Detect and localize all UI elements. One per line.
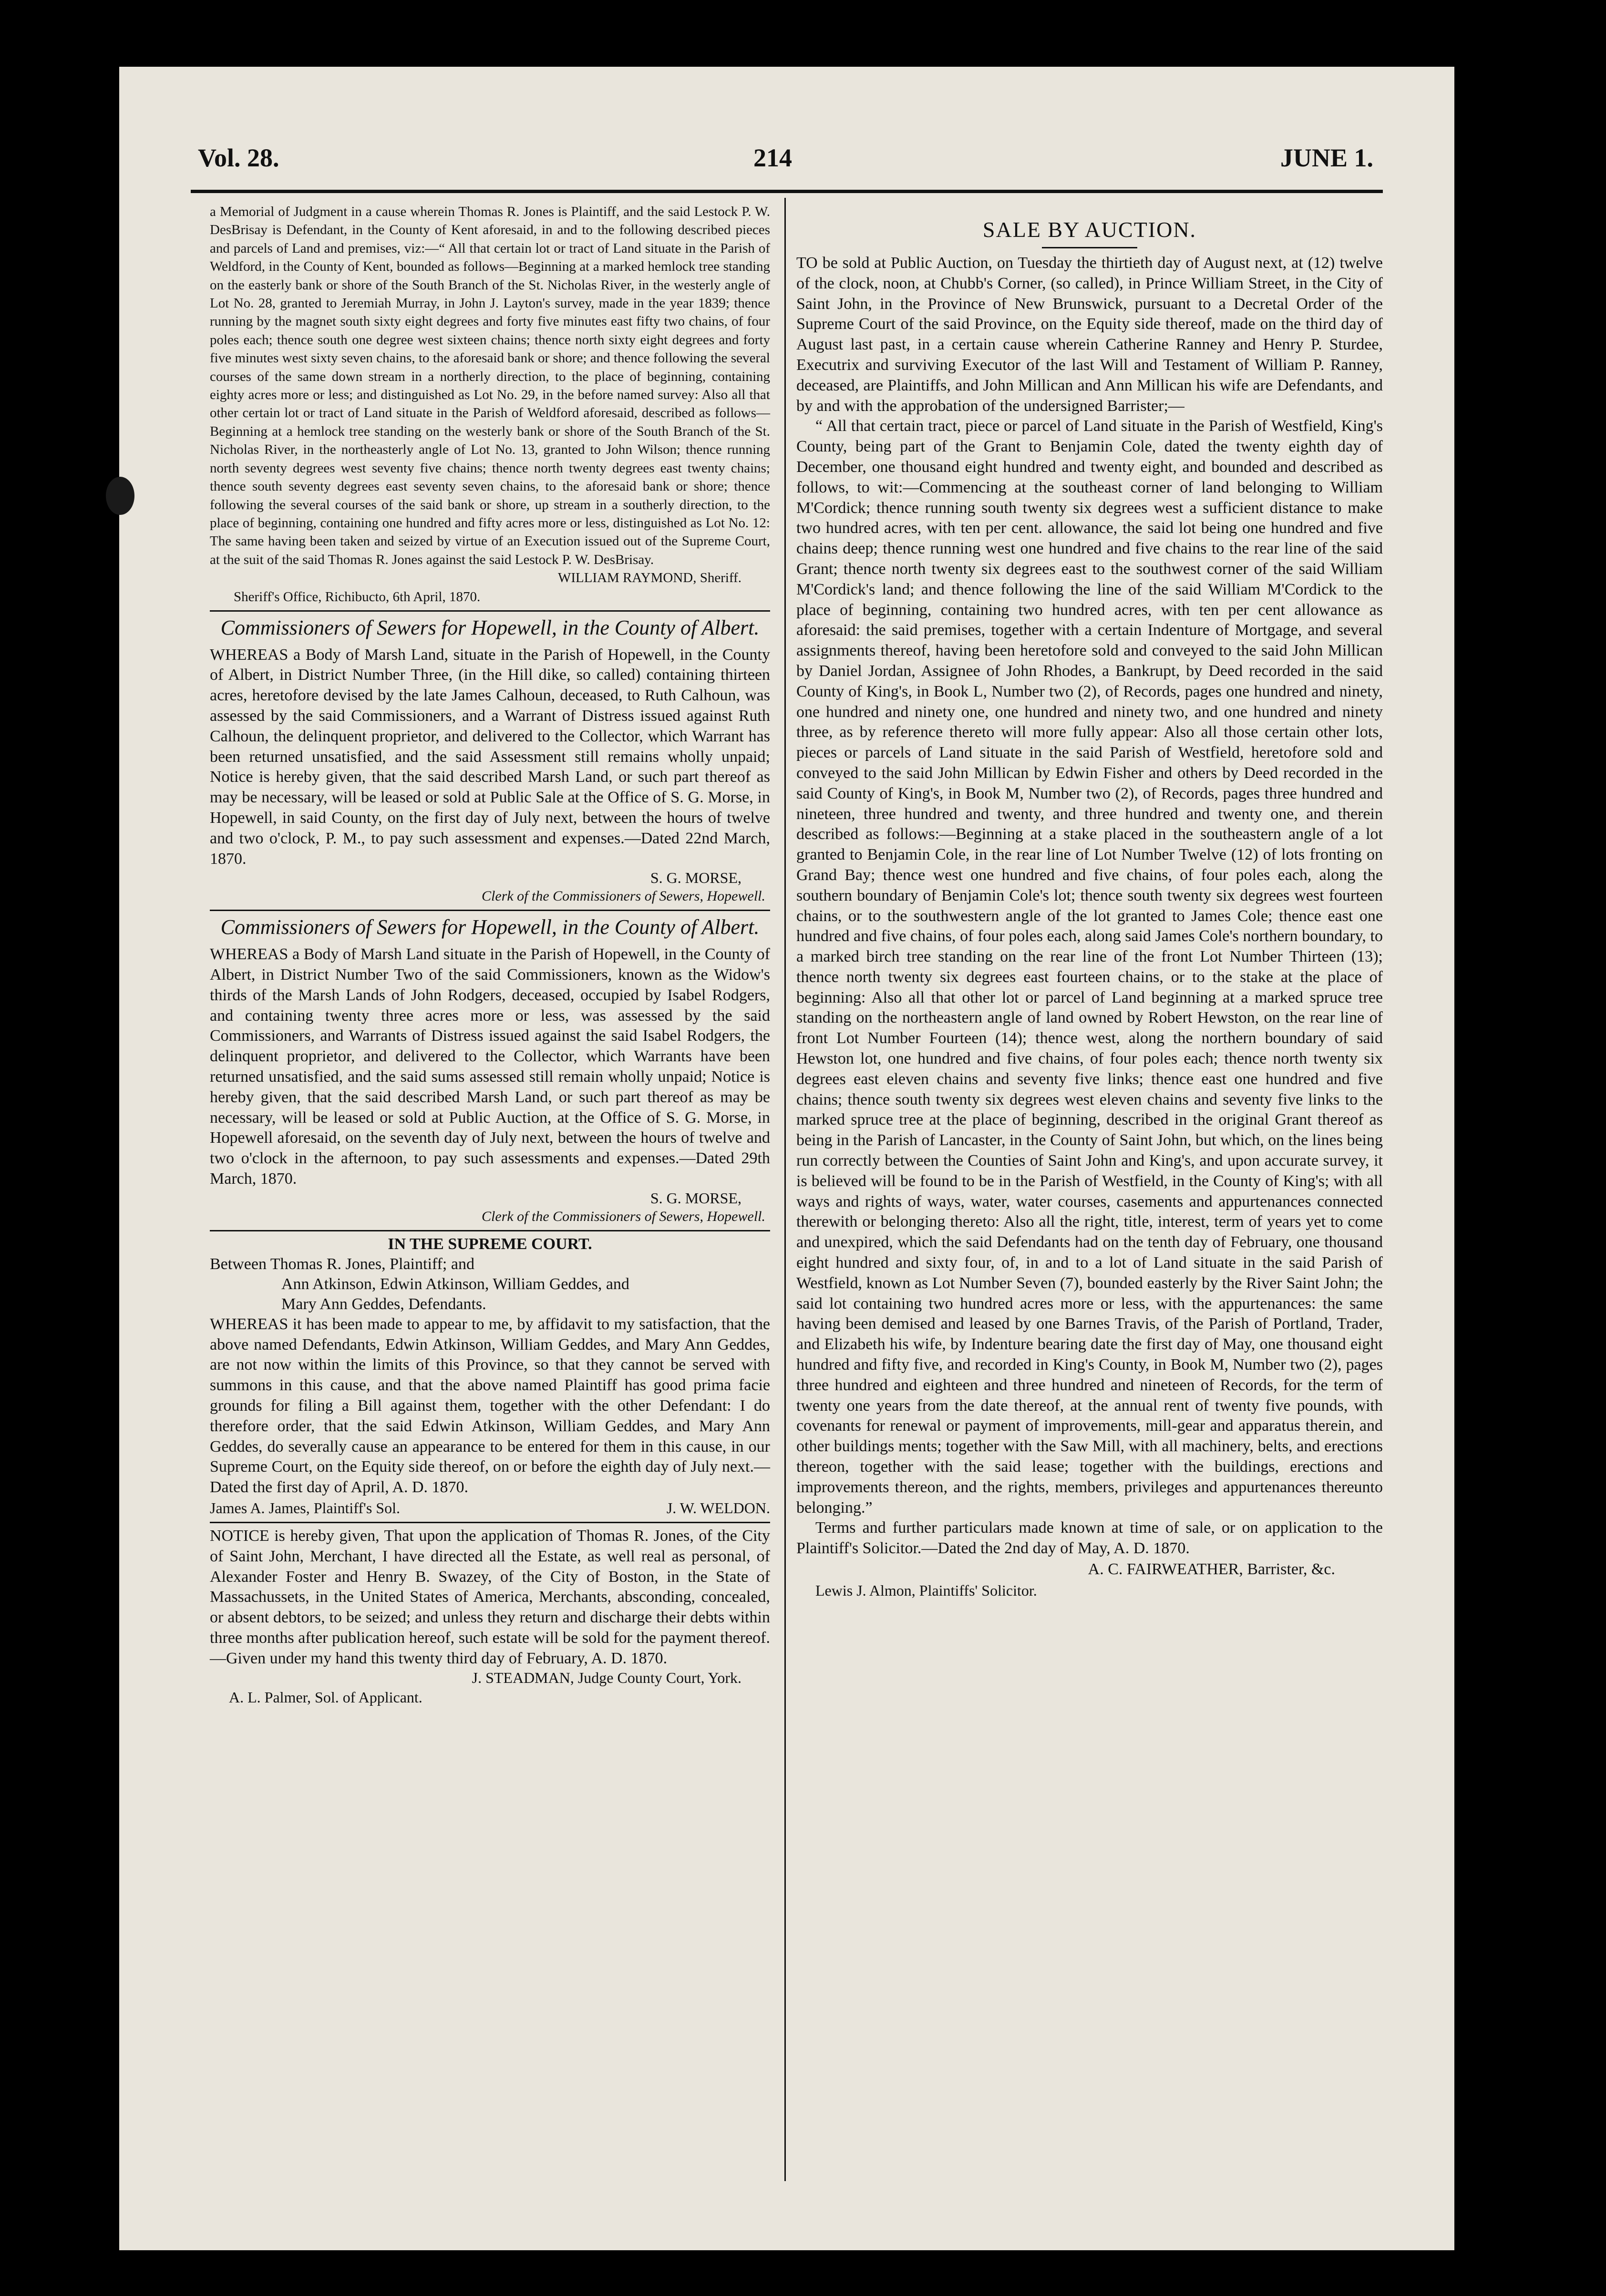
parties-line-3: Mary Ann Geddes, Defendants.: [281, 1295, 486, 1313]
sheriff-notice: [210, 203, 770, 606]
notice-separator: [210, 1230, 770, 1231]
judge-signature: J. W. WELDON.: [666, 1499, 770, 1517]
right-column: [796, 203, 1383, 1601]
sewers-heading-2: Commissioners of Sewers for Hopewell, in the County of Albert.: [220, 915, 760, 939]
land-description: “ All that certain tract, piece or parcel of Land situate in the Parish of Westfield, King's County, being part of the Grant to Benjamin Cole, dated the twenty eighth day of December, one thousand eight hundred and twenty eight, and bounded and described as follows, to wit:—Commencing at the southeast corner of land belonging to William M'Cordick; thence running south twenty six degrees west a sufficient distance to make two hundred acres, with ten per cent. allowance, the said lot being one hundred and five chains deep; thence running west one hundred and five chains to the rear line of the said Grant; thence north twenty six degrees east to the southwest corner of the said William M'Cordick's land; and thence following the line of the said William M'Cordick to the place of beginning, containing two hundred acres, with ten per cent allowance as aforesaid: the said premises, together with a certain Indenture of Mortgage, and several assignments thereof, having been heretofore sold and conveyed to the said John Millican by Daniel Jordan, Assignee of John Rhodes, a Bankrupt, by Deed recorded in the said County of King's, in Book L, Number two (2), of Records, pages one hundred and ninety, one hundred and ninety one, one hundred and ninety two, and one hundred and ninety three, as by reference thereto will more fully appear: Also all those certain other lots, pieces or parcels of Land situate in the said Parish of Westfield, heretofore sold and conveyed to the said John Millican by Edwin Fisher and others by Deed recorded in the said County of King's, in Book M, Number two (2), of Records, pages three hundred and nineteen, three hundred and twenty, and three hundred and twenty one, and therein described as follows:—Beginning at a stake placed in the southeastern angle of a lot granted to Benjamin Cole, in the rear line of Lot Number Twelve (12) of lots fronting on Grand Bay; thence west one hundred and five chains, of four poles each, along the southern boundary of Benjamin Cole's lot; thence south twenty six degrees west fourteen chains, or to the southwestern angle of the lot granted to James Cole; thence east one hundred and five chains, of four poles each, along said James Cole's northern boundary, to a marked birch tree standing on the rear line of the front Lot Number Thirteen (13); thence north twenty six degrees east fourteen chains, or to the stake at the place of beginning: Also all that other lot or parcel of Land beginning at a marked spruce tree standing on the northeastern angle of land owned by Robert Hewston, on the rear line of front Lot Number Fourteen (14); thence west, along the northern boundary of said Hewston lot, one hundred and five chains, of four poles each; thence north twenty six degrees east eleven chains and seventy five links; thence east one hundred and five chains; thence south twenty six degrees west eleven chains and seventy five links to the marked spruce tree at the place of beginning, described in the original Grant thereof as being in the Parish of Lancaster, in the County of Saint John, but which, on the lines being run correctly between the Counties of Saint John and King's, and upon accurate survey, it is believed will be found to be in the Parish of Westfield, in the County of King's; with all ways and rights of ways, water, water courses, casements and appurtenances connected therewith or belonging thereto: Also all the right, title, interest, term of years yet to come and unexpired, which the said Defendants had on the tenth day of February, one thousand eight hundred and sixty four, of, in and to a lot of Land situate in the said Parish of Westfield, known as Lot Number Seven (7), bounded easterly by the River Saint John; the said lot containing two hundred acres more or less, with the appurtenances: the same having been demised and leased by one Barnes Travis, of the Parish of Portland, Trader, and Elizabeth his wife, by Indenture bearing date the first day of May, one thousand eight hundred and fifty five, and recorded in King's County, in Book M, Number two (2), pages three hundred and eighteen and three hundred and nineteen of Records, for the term of twenty one years from the date thereof, at the annual rent of twenty five pounds, with covenants for renewal or payment of improvements, mill-gear and apparatus therein, and other buildings ments; together with the Saw Mill, with all machinery, belts, and erections thereon, together with the said lease; together with the buildings, erections and improvements thereon, and the rights, members, privileges and appurtenances thereunto belonging.”: [796, 417, 1383, 1517]
plaintiffs-solicitor: Lewis J. Almon, Plaintiffs' Solicitor.: [815, 1582, 1037, 1599]
auction-heading: SALE BY AUCTION.: [982, 217, 1197, 242]
supreme-court-signatures: [210, 1498, 770, 1518]
sheriff-signature: WILLIAM RAYMOND, Sheriff.: [557, 570, 741, 586]
sewers-text-2: WHEREAS a Body of Marsh Land situate in the Parish of Hopewell, in the County of Albert, in District Number Two of the said Commissioners, known as the Widow's thirds of the Marsh Lands of John Rodgers, deceased, occupied by Isabel Rodgers, and containing twenty three acres more or less, was assessed by the said Commissioners, and Warrants of Distress issued against the said Isabel Rodgers, the delinquent proprietor, and delivered to the Collector, which Warrants have been returned unsatisfied, and the said sums assessed still remain wholly unpaid; Notice is hereby given, that the said described Marsh Land, or such part thereof as may be necessary, will be leased or sold at Public Auction, at the Office of S. G. Morse, in Hopewell aforesaid, on the seventh day of July next, between the hours of twelve and two o'clock in the afternoon, to pay such assessments and expenses.—Dated 29th March, 1870.: [210, 945, 770, 1188]
issue-date: JUNE 1.: [1280, 144, 1373, 172]
auction-intro: TO be sold at Public Auction, on Tuesday the thirtieth day of August next, at (12) twelve of the clock, noon, at Chubb's Corner, (so called), in Prince William Street, in the City of Saint John, in the Province of New Brunswick, pursuant to a Decretal Order of the Supreme Court of the said Province, on the Equity side thereof, made on the third day of August last past, in a certain cause wherein Catherine Ranney and Henry P. Sturdee, Executrix and surviving Executor of the last Will and Testament of William P. Ranney, deceased, are Plaintiffs, and John Millican and Ann Millican his wife are Defendants, and by and with the approbation of the undersigned Barrister;—: [796, 254, 1383, 415]
sheriff-notice-text: a Memorial of Judgment in a cause wherein Thomas R. Jones is Plaintiff, and the said Lestock P. W. DesBrisay is Defendant, in the County of Kent aforesaid, in and to the following described pieces and parcels of Land and premises, viz:—“ All that certain lot or tract of Land situate in the Parish of Weldford, in the County of Kent, bounded as follows—Beginning at a marked hemlock tree standing on the easterly bank or shore of the South Branch of the St. Nicholas River, in the westerly angle of Lot No. 28, granted to Jeremiah Murray, in John J. Layton's survey, made in the year 1839; thence running by the magnet south sixty eight degrees and forty five minutes east fifty two chains, of four poles each; thence south one degree west sixteen chains; thence north sixty eight degrees and forty five minutes west sixty seven chains, to the aforesaid bank or shore; and thence following the several courses of the same down stream in a northerly direction, to the place of beginning, containing eighty acres more or less; and distinguished as Lot No. 29, in the before named survey: Also all that other certain lot or tract of Land situate in the Parish of Weldford aforesaid, described as follows—Beginning at a hemlock tree standing on the westerly bank or shore of the South Branch of the St. Nicholas River, in the northeasterly angle of Lot No. 13, granted to John Wilson; thence running north seventy degrees west seventy five chains; thence north twenty degrees east twenty chains; thence south seventy degrees east seventy seven chains, to the aforesaid bank or shore; thence following the several courses of the said bank or shore, up stream in a southerly direction, to the place of beginning, containing one hundred and fifty acres more or less, distinguished as Lot No. 12: The same having been taken and seized by virtue of an Execution issued out of the Supreme Court, at the suit of the said Thomas R. Jones against the said Lestock P. W. DesBrisay.: [210, 204, 770, 567]
sewers-signature-1: S. G. MORSE,: [650, 869, 741, 887]
sewers-text-1: WHEREAS a Body of Marsh Land, situate in the Parish of Hopewell, in the County of Albert, in District Number Three, (in the Hill dike, so called) containing thirteen acres, heretofore devised by the late James Calhoun, deceased, to Ruth Calhoun, was assessed by the said Commissioners, and a Warrant of Distress issued against Ruth Calhoun, the delinquent proprietor, and delivered to the Collector, which Warrant has been returned unsatisfied, and the said Assessment still remains wholly unpaid; Notice is hereby given, that the said described Marsh Land, or such part thereof as may be necessary, will be leased or sold at Public Sale at the Office of S. G. Morse, in Hopewell, in said County, on the first day of July next, between the hours of twelve and two o'clock, P. M., to pay such assessment and expenses.—Dated 22nd March, 1870.: [210, 646, 770, 868]
column-divider: [784, 198, 786, 2181]
plaintiff-solicitor: James A. James, Plaintiff's Sol.: [210, 1499, 400, 1517]
page-number: 214: [753, 144, 792, 172]
barrister-signature: A. C. FAIRWEATHER, Barrister, &c.: [1088, 1560, 1335, 1578]
volume-number: Vol. 28.: [198, 144, 279, 172]
header-rule: [191, 190, 1383, 193]
sewers-heading-1: Commissioners of Sewers for Hopewell, in the County of Albert.: [220, 615, 760, 639]
left-column: [210, 203, 770, 1708]
punch-hole: [106, 477, 134, 515]
parties-line-2: Ann Atkinson, Edwin Atkinson, William Geddes, and: [281, 1275, 629, 1293]
absconding-debtors-notice: [210, 1526, 770, 1708]
notice-separator: [210, 910, 770, 911]
applicant-solicitor: A. L. Palmer, Sol. of Applicant.: [229, 1688, 422, 1706]
notice-separator: [210, 1522, 770, 1523]
parties-line-1: Between Thomas R. Jones, Plaintiff; and: [210, 1255, 474, 1273]
sewers-notice-1: [210, 616, 770, 906]
supreme-court-notice: [210, 1234, 770, 1518]
sewers-clerk-1: Clerk of the Commissioners of Sewers, Hopewell.: [482, 888, 765, 904]
sewers-signature-2: S. G. MORSE,: [650, 1189, 741, 1207]
county-judge-signature: J. STEADMAN, Judge County Court, York.: [472, 1669, 741, 1686]
case-parties: [210, 1254, 770, 1314]
sewers-notice-2: [210, 916, 770, 1226]
supreme-court-heading: IN THE SUPREME COURT.: [388, 1235, 592, 1253]
sheriff-office-line: Sheriff's Office, Richibucto, 6th April, 1870.: [234, 589, 481, 605]
auction-terms: Terms and further particulars made known at time of sale, or on application to the Plaintiff's Solicitor.—Dated the 2nd day of May, A. D. 1870.: [796, 1519, 1383, 1558]
newspaper-page: [119, 67, 1454, 2250]
sewers-clerk-2: Clerk of the Commissioners of Sewers, Hopewell.: [482, 1208, 765, 1224]
notice-separator: [210, 610, 770, 612]
heading-rule: [1042, 247, 1137, 248]
page-header: [119, 143, 1454, 181]
supreme-court-text: WHEREAS it has been made to appear to me, by affidavit to my satisfaction, that the above named Defendants, Edwin Atkinson, William Geddes, and Mary Ann Geddes, are not now within the limits of this Province, so that they cannot be served with summons in this cause, and that the above named Plaintiff has good prima facie grounds for filing a Bill against them, together with the other Defendant: I do therefore order, that the said Edwin Atkinson, William Geddes, and Mary Ann Geddes, do severally cause an appearance to be entered for them in this cause, in our Supreme Court, on the Equity side thereof, on or before the eighth day of July next.—Dated the first day of April, A. D. 1870.: [210, 1315, 770, 1496]
debtors-notice-text: NOTICE is hereby given, That upon the application of Thomas R. Jones, of the City of Saint John, Merchant, I have directed all the Estate, as well real as personal, of Alexander Foster and Henry B. Swazey, of the City of Boston, in the State of Massachussets, in the United States of America, Merchants, absconding, concealed, or absent debtors, to be seized; and unless they return and discharge their debts within three months after publication hereof, such estate will be sold for the payment thereof.—Given under my hand this twenty third day of February, A. D. 1870.: [210, 1527, 770, 1667]
